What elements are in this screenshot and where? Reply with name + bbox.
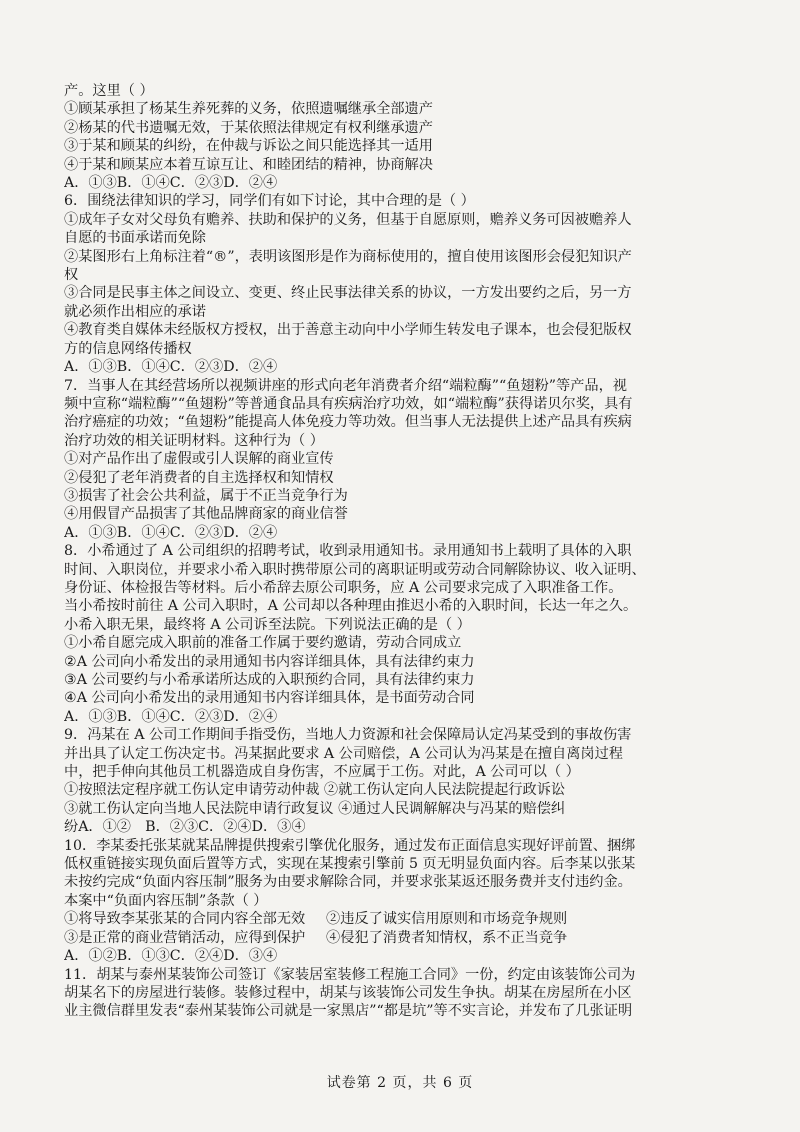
statement-row (64, 910, 736, 928)
question-stem-line: 当小希按时前往 A 公司入职时，A 公司却以各种理由推迟小希的入职时间，长达一年之久。 (64, 598, 638, 615)
question-stem-line: 中，把手伸向其他员工机器造成自身伤害，不应属于工伤。对此，A 公司可以（ ） (64, 764, 580, 781)
statement-3: ③是正常的商业营销活动，应得到保护 (64, 929, 306, 946)
question-stem-line: 低权重链接实现负面后置等方式，实现在某搜索引擎前 5 页无明显负面内容。后李某以张某 (64, 856, 636, 873)
answer-options: A．①③B．①④C．②③D．②④ (64, 175, 278, 192)
question-8 (64, 542, 736, 726)
question-11 (64, 966, 736, 1021)
statement-line: 方的信息网络传播权 (64, 340, 192, 357)
statement-2: ②违反了诚实信用原则和市场竞争规则 (326, 911, 568, 928)
statement-4: ④用假冒产品损害了其他品牌商家的商业信誉 (64, 506, 348, 523)
question-stem-line: 9．冯某在 A 公司工作期间手指受伤，当地人力资源和社会保障局认定冯某受到的事故伤害 (64, 727, 632, 744)
question-stem-line: 6．围绕法律知识的学习，同学们有如下讨论，其中合理的是（ ） (64, 193, 475, 210)
question-stem-line: 11．胡某与泰州某装饰公司签订《家装居室装修工程施工合同》一份，约定由该装饰公司为 (64, 966, 636, 983)
statement-1: ①将导致李某张某的合同内容全部无效 (64, 911, 306, 928)
statement-line: 自愿的书面承诺而免除 (64, 230, 206, 247)
statement-1: ①对产品作出了虚假或引人误解的商业宣传 (64, 451, 334, 468)
question-7 (64, 377, 736, 543)
statement-3: ③A 公司要约与小希承诺所达成的入职预约合同，具有法律约束力 (64, 672, 475, 688)
question-6 (64, 192, 736, 376)
statement-row (64, 929, 736, 947)
statement-line: ②某图形右上角标注着“®”，表明该图形是作为商标使用的，擅自使用该图形会侵犯知识产 (64, 248, 632, 265)
statement-1: ①小希自愿完成入职前的准备工作属于要约邀请，劳动合同成立 (64, 635, 462, 652)
question-stem-line: 时间、入职岗位，并要求小希入职时携带原公司的离职证明或劳动合同解除协议、收入证明、 (64, 561, 646, 578)
answer-options: 纷A．①② B．②③C．②④D．③④ (64, 819, 306, 836)
statement-4: ④A 公司向小希发出的录用通知书内容详细具体，是书面劳动合同 (64, 690, 475, 707)
question-stem-line: 治疗功效的相关证明材料。这种行为（ ） (64, 432, 324, 449)
question-stem-line: 并出具了认定工伤决定书。冯某据此要求 A 公司赔偿，A 公司认为冯某是在擅自离岗过程 (64, 745, 623, 762)
question-stem-line: 未按约完成“负面内容压制”服务为由要求解除合同，并要求张某返还服务费并支付违约金。 (64, 874, 632, 891)
question-stem-line: 身份证、体检报告等材料。后小希辞去原公司职务，应 A 公司要求完成了入职准备工作。 (64, 579, 623, 596)
answer-options: A．①③B．①④C．②③D．②④ (64, 524, 278, 541)
question-9 (64, 726, 736, 836)
question-stem-line: 7．当事人在其经营场所以视频讲座的形式向老年消费者介绍“端粒酶”“鱼翅粉”等产品，视 (64, 377, 627, 394)
statement-line: ④教育类自媒体未经版权方授权，出于善意主动向中小学师生转发电子课本，也会侵犯版权 (64, 322, 632, 339)
question-stem-line: 胡某名下的房屋进行装修。装修过程中，胡某与该装饰公司发生争执。胡某在房屋所在小区 (64, 984, 632, 1001)
statement-line: ①成年子女对父母负有赡养、扶助和保护的义务，但基于自愿原则，赡养义务可因被赡养人 (64, 211, 632, 228)
statement-4: ④侵犯了消费者知情权，系不正当竞争 (326, 929, 568, 946)
statement-line: ③合同是民事主体之间设立、变更、终止民事法律关系的协议，一方发出要约之后，另一方 (64, 285, 632, 302)
question-stem-line: 治疗癌症的功效；“鱼翅粉”能提高人体免疫力等功效。但当事人无法提供上述产品具有疾病 (64, 414, 632, 431)
statement-line: ③就工伤认定向当地人民法院申请行政复议 ④通过人民调解解决与冯某的赔偿纠 (64, 800, 566, 817)
question-stem-line: 10．李某委托张某就某品牌提供搜索引擎优化服务，通过发布正面信息实现好评前置、捆绑 (64, 837, 636, 854)
statement-4: ④于某和顾某应本着互谅互让、和睦团结的精神，协商解决 (64, 156, 433, 173)
question-10 (64, 837, 736, 966)
statement-2: ②侵犯了老年消费者的自主选择权和知情权 (64, 469, 334, 486)
statement-3: ③于某和顾某的纠纷，在仲裁与诉讼之间只能选择其一适用 (64, 138, 433, 155)
question-5 (64, 82, 736, 192)
statement-3: ③损害了社会公共利益，属于不正当竞争行为 (64, 487, 348, 504)
page-footer: 试卷第 2 页，共 6 页 (326, 1075, 474, 1091)
answer-options: A．①③B．①④C．②③D．②④ (64, 359, 278, 376)
statement-2: ②杨某的代书遗嘱无效，于某依照法律规定有权利继承遗产 (64, 119, 433, 136)
question-stem-line: 小希入职无果，最终将 A 公司诉至法院。下列说法正确的是（ ） (64, 616, 471, 633)
question-stem-line: 业主微信群里发表“泰州某装饰公司就是一家黑店”“都是坑”等不实言论，并发布了几张证明 (64, 1003, 633, 1020)
question-stem-line: 产。这里（ ） (64, 83, 154, 99)
exam-content (64, 82, 736, 1021)
statement-1: ①顾某承担了杨某生养死葬的义务，依照遗嘱继承全部遗产 (64, 101, 433, 118)
statement-line: 就必须作出相应的承诺 (64, 303, 206, 320)
statement-2: ②A 公司向小希发出的录用通知书内容详细具体，具有法律约束力 (64, 653, 475, 670)
answer-options: A．①③B．①④C．②③D．②④ (64, 708, 278, 725)
question-stem-line: 频中宣称“端粒酶”“鱼翅粉”等普通食品具有疾病治疗功效，如“端粒酶”获得诺贝尔奖，具有 (64, 395, 633, 412)
answer-options: A．①②B．①③C．②④D．③④ (64, 948, 278, 965)
question-stem-line: 8．小希通过了 A 公司组织的招聘考试，收到录用通知书。录用通知书上载明了具体的入职 (64, 543, 632, 560)
statement-line: 权 (64, 267, 79, 284)
question-stem-line: 本案中“负面内容压制”条款（ ） (64, 892, 268, 909)
statement-line: ①按照法定程序就工伤认定申请劳动仲裁 ②就工伤认定向人民法院提起行政诉讼 (64, 782, 566, 799)
